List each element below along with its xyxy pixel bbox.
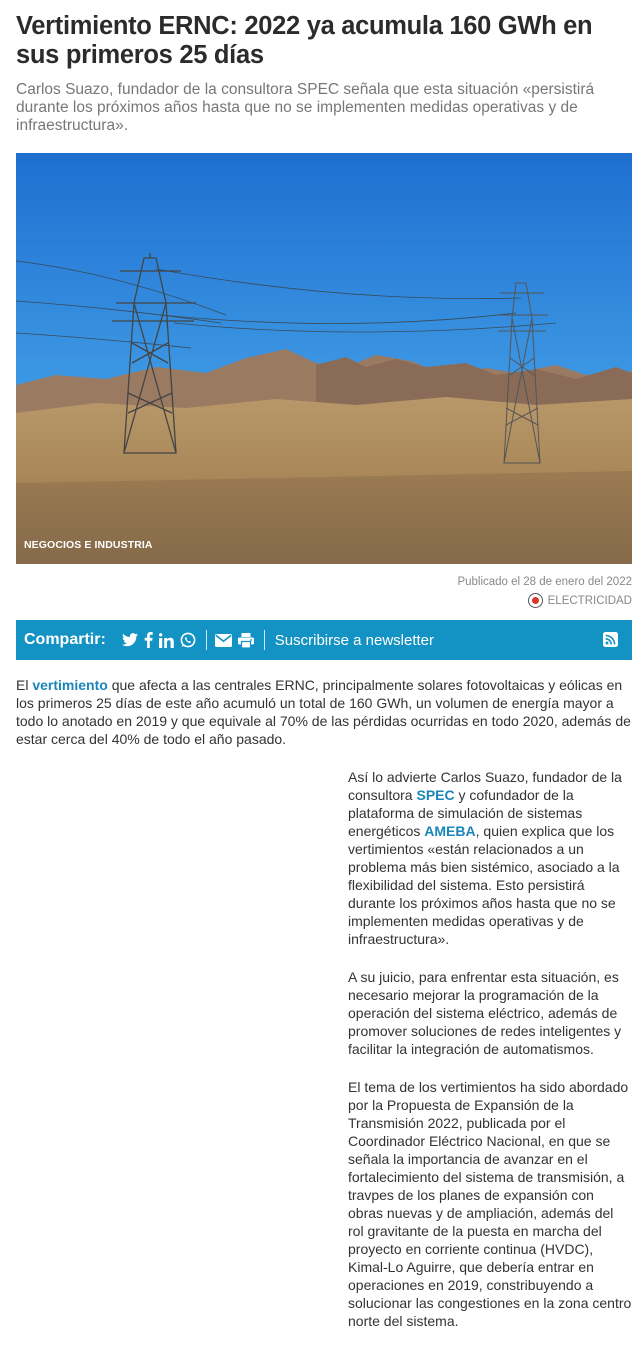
hero-image — [16, 153, 632, 564]
email-icon[interactable] — [215, 634, 232, 647]
article-lead — [16, 676, 636, 748]
article-paragraph: A su juicio, para enfrentar esta situación, es necesario mejorar la programación de la operación del sistema eléctrico, además de promover soluciones de redes inteligentes y facilitar la integración de automatismos. — [348, 969, 622, 1057]
twitter-icon[interactable] — [122, 633, 138, 647]
paragraph-text: Así lo advierte Carlos Suazo, fundador de la consultora — [348, 769, 622, 803]
article-paragraph: El tema de los vertimientos ha sido abordado por la Propuesta de Expansión de la Transmisión 2022, publicada por el Coordinador Eléctrico Nacional, en que se señala la importancia de avanzar en el fortalecimiento del sistema de transmisión, a travpes de los planes de expansión con obras nuevas y de ampliación, además del rol gravitante de la puesta en marcha del proyecto en corriente continua (HVDC), Kimal-Lo Aguirre, que debería entrar en operaciones en 2019, constribuyendo a solucionar las congestiones en la zona centro norte del sistema. — [348, 1079, 632, 1329]
linkedin-icon[interactable] — [159, 633, 174, 648]
newsletter-link[interactable]: Suscribirse a newsletter — [274, 631, 435, 649]
paragraph-text: , quien explica que los vertimientos «están relacionados a un problema más bien sistémico, asociado a la flexibilidad del sistema. Esto persistirá durante los próximos años hasta que no se implementen medidas operativas y de infraestructura». — [348, 823, 620, 947]
category-label[interactable]: ELECTRICIDAD — [547, 594, 632, 607]
published-date: Publicado el 28 de enero del 2022 — [457, 576, 632, 588]
spec-link[interactable]: SPEC — [416, 787, 455, 803]
share-divider — [264, 630, 265, 650]
rss-icon[interactable] — [603, 632, 618, 647]
whatsapp-icon[interactable] — [180, 632, 196, 648]
article-title: Vertimiento ERNC: 2022 ya acumula 160 GWh en sus primeros 25 días — [16, 12, 593, 69]
share-label: Compartir: — [24, 631, 106, 648]
share-divider — [206, 630, 207, 650]
share-bar — [16, 620, 632, 660]
lead-text: El — [16, 677, 33, 693]
print-icon[interactable] — [238, 633, 254, 648]
ameba-link[interactable]: AMEBA — [424, 823, 476, 839]
article-subtitle: Carlos Suazo, fundador de la consultora SPEC señala que esta situación «persistirá durante los próximos años hasta que no se implementen medidas operativas y de infraestructura». — [16, 81, 595, 134]
category-tag[interactable] — [528, 593, 632, 608]
image-category-label: NEGOCIOS E INDUSTRIA — [24, 539, 153, 551]
facebook-icon[interactable] — [144, 632, 153, 648]
lead-text: que afecta a las centrales ERNC, principalmente solares fotovoltaicas y eólicas en los primeros 25 días de este año acumuló un total de 160 GWh, un volumen de energía mayor a todo lo anotado en 2019 y que equivale al 70% de las pérdidas ocurridas en todo 2020, además de estar cerca del 40% de todo el año pasado. — [16, 677, 631, 747]
category-dot-icon — [528, 593, 543, 608]
paragraph-text: y cofundador de la plataforma de simulación de sistemas energéticos — [348, 787, 583, 839]
vertimiento-link[interactable]: vertimiento — [32, 677, 108, 693]
article-paragraph — [348, 768, 632, 948]
transmission-towers-photo — [16, 153, 632, 564]
